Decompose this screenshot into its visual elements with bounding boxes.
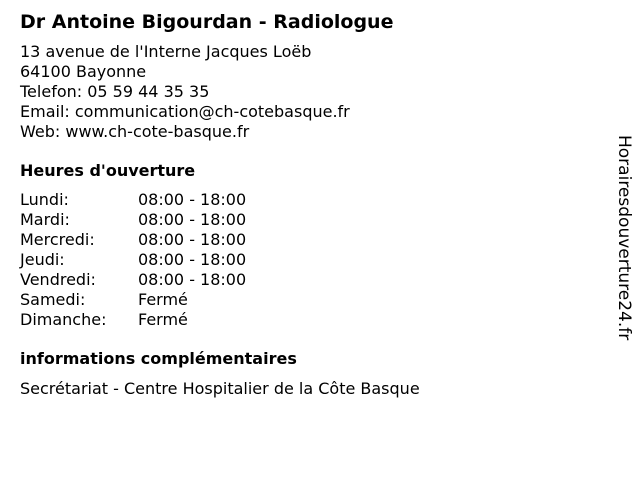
- hours-day: Mardi:: [20, 210, 70, 229]
- page-title: Dr Antoine Bigourdan - Radiologue: [20, 11, 394, 33]
- phone-text: Telefon: 05 59 44 35 35: [20, 82, 210, 101]
- business-card: [20, 8, 600, 399]
- hours-time: Fermé: [138, 290, 188, 309]
- hours-day: Dimanche:: [20, 310, 107, 329]
- hours-time: Fermé: [138, 310, 188, 329]
- info-heading: informations complémentaires: [20, 349, 297, 368]
- hours-row-wednesday: [20, 230, 600, 250]
- hours-row-tuesday: [20, 210, 600, 230]
- hours-row-monday: [20, 190, 600, 210]
- contact-block: [20, 42, 600, 142]
- hours-day: Samedi:: [20, 290, 86, 309]
- web-text: Web: www.ch-cote-basque.fr: [20, 122, 250, 141]
- hours-row-thursday: [20, 250, 600, 270]
- hours-heading: Heures d'ouverture: [20, 161, 196, 180]
- site-brand-label: Horairesdouverture24.fr: [614, 135, 634, 341]
- hours-row-friday: [20, 270, 600, 290]
- hours-time: 08:00 - 18:00: [138, 230, 247, 249]
- hours-day: Jeudi:: [20, 250, 65, 269]
- address-city: 64100 Bayonne: [20, 62, 147, 81]
- hours-row-sunday: [20, 310, 600, 330]
- hours-time: 08:00 - 18:00: [138, 270, 247, 289]
- email-text: Email: communication@ch-cotebasque.fr: [20, 102, 350, 121]
- hours-day: Mercredi:: [20, 230, 95, 249]
- address-street: 13 avenue de l'Interne Jacques Loëb: [20, 42, 312, 61]
- hours-row-saturday: [20, 290, 600, 310]
- hours-time: 08:00 - 18:00: [138, 190, 247, 209]
- hours-time: 08:00 - 18:00: [138, 250, 247, 269]
- hours-day: Vendredi:: [20, 270, 96, 289]
- hours-time: 08:00 - 18:00: [138, 210, 247, 229]
- opening-hours-table: [20, 190, 600, 330]
- info-text: Secrétariat - Centre Hospitalier de la Côte Basque: [20, 379, 420, 398]
- hours-day: Lundi:: [20, 190, 69, 209]
